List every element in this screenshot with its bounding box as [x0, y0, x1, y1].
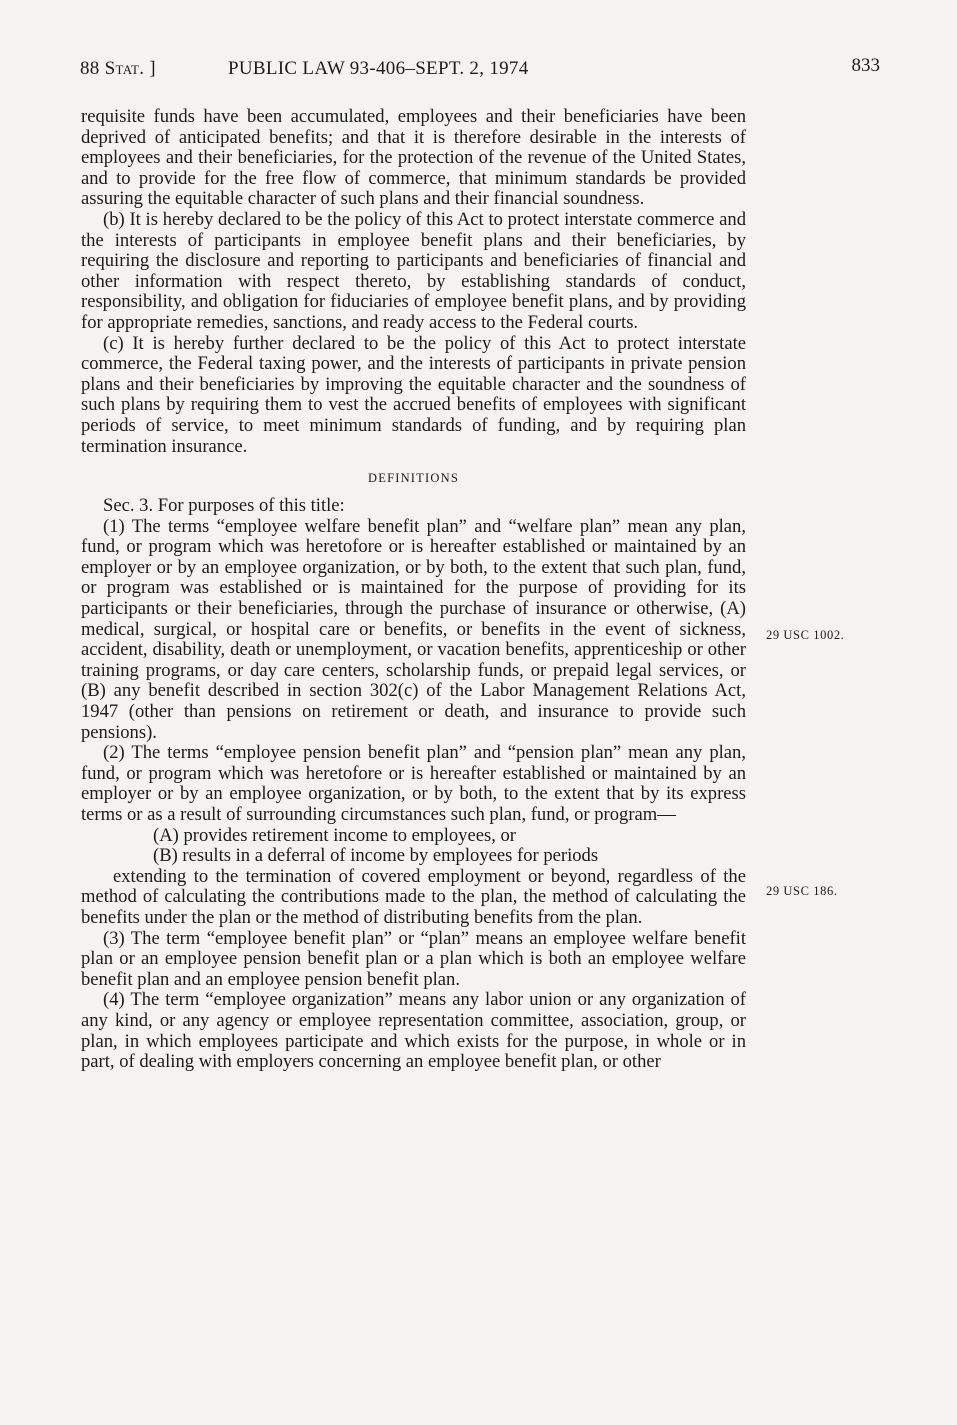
- page-number: 833: [851, 55, 880, 76]
- margin-note-usc-1002: 29 USC 1002.: [766, 628, 845, 642]
- page-header: [80, 55, 880, 88]
- law-title: PUBLIC LAW 93-406–SEPT. 2, 1974: [228, 58, 529, 79]
- definition-2-a: (A) provides retirement income to employees, or: [153, 824, 516, 846]
- section-3-intro: Sec. 3. For purposes of this title:: [103, 495, 345, 517]
- definition-4: (4) The term “employee organization” means any labor union or any organization of any kind, or any agency or employee representation committee, association, group, or plan, in which employees participate and which exists for the purpose, in whole or in part, of dealing with employers concerning an employee benefit plan, or other: [81, 989, 746, 1073]
- definition-2: (2) The terms “employee pension benefit plan” and “pension plan” mean any plan, fund, or program which was heretofore or is hereafter established or maintained by an employer or by an employee organization, or by both, to the extent that by its express terms or as a result of surrounding circumstances such plan, fund, or program—: [81, 742, 746, 825]
- margin-note-usc-186: 29 USC 186.: [766, 884, 838, 898]
- paragraph-continuation: requisite funds have been accumulated, employees and their beneficiaries have been deprived of anticipated benefits; and that it is therefore desirable in the interests of employees and their beneficiaries, for the protection of the revenue of the United States, and to provide for the free flow of commerce, that minimum standards be provided assuring the equitable character of such plans and their financial soundness.: [81, 106, 746, 210]
- definition-2-b: (B) results in a deferral of income by employees for periods: [153, 845, 599, 867]
- definition-1: (1) The terms “employee welfare benefit plan” and “welfare plan” mean any plan, fund, or program which was heretofore or is hereafter established or maintained by an employer or by an employee organization, or by both, to the extent that such plan, fund, or program was established or is maintained for the purpose of providing for its participants or their beneficiaries, through the purchase of insurance or otherwise, (A) medical, surgical, or hospital care or benefits, or benefits in the event of sickness, accident, disability, death or unemployment, or vacation benefits, apprenticeship or other training programs, or day care centers, scholarship funds, or prepaid legal services, or (B) any benefit described in section 302(c) of the Labor Management Relations Act, 1947 (other than pensions on retirement or death, and insurance to provide such pensions).: [81, 515, 746, 743]
- statute-reference: 88 Stat. ]: [80, 58, 156, 79]
- definition-2-b-continued: extending to the termination of covered employment or beyond, regardless of the method of calculating the contributions made to the plan, the method of calculating the benefits under the plan or the method of distributing benefits from the plan.: [81, 865, 746, 928]
- paragraph-c: (c) It is hereby further declared to be the policy of this Act to protect interstate commerce, the Federal taxing power, and the interests of participants in private pension plans and their beneficiaries by improving the equitable character and the soundness of such plans by requiring them to vest the accrued benefits of employees with significant periods of service, to meet minimum standards of funding, and by requiring plan termination insurance.: [81, 332, 746, 457]
- section-heading: DEFINITIONS: [368, 471, 459, 486]
- definition-3: (3) The term “employee benefit plan” or “plan” means an employee welfare benefit plan or an employee pension benefit plan or a plan which is both an employee welfare benefit plan and an employee pension benefit plan.: [81, 927, 746, 990]
- paragraph-b: (b) It is hereby declared to be the policy of this Act to protect interstate commerce and the interests of participants in employee benefit plans and their beneficiaries, by requiring the disclosure and reporting to participants and beneficiaries of financial and other information with respect thereto, by establishing standards of conduct, responsibility, and obligation for fiduciaries of employee benefit plans, and by providing for appropriate remedies, sanctions, and ready access to the Federal courts.: [81, 208, 746, 333]
- body-text: [81, 107, 746, 1073]
